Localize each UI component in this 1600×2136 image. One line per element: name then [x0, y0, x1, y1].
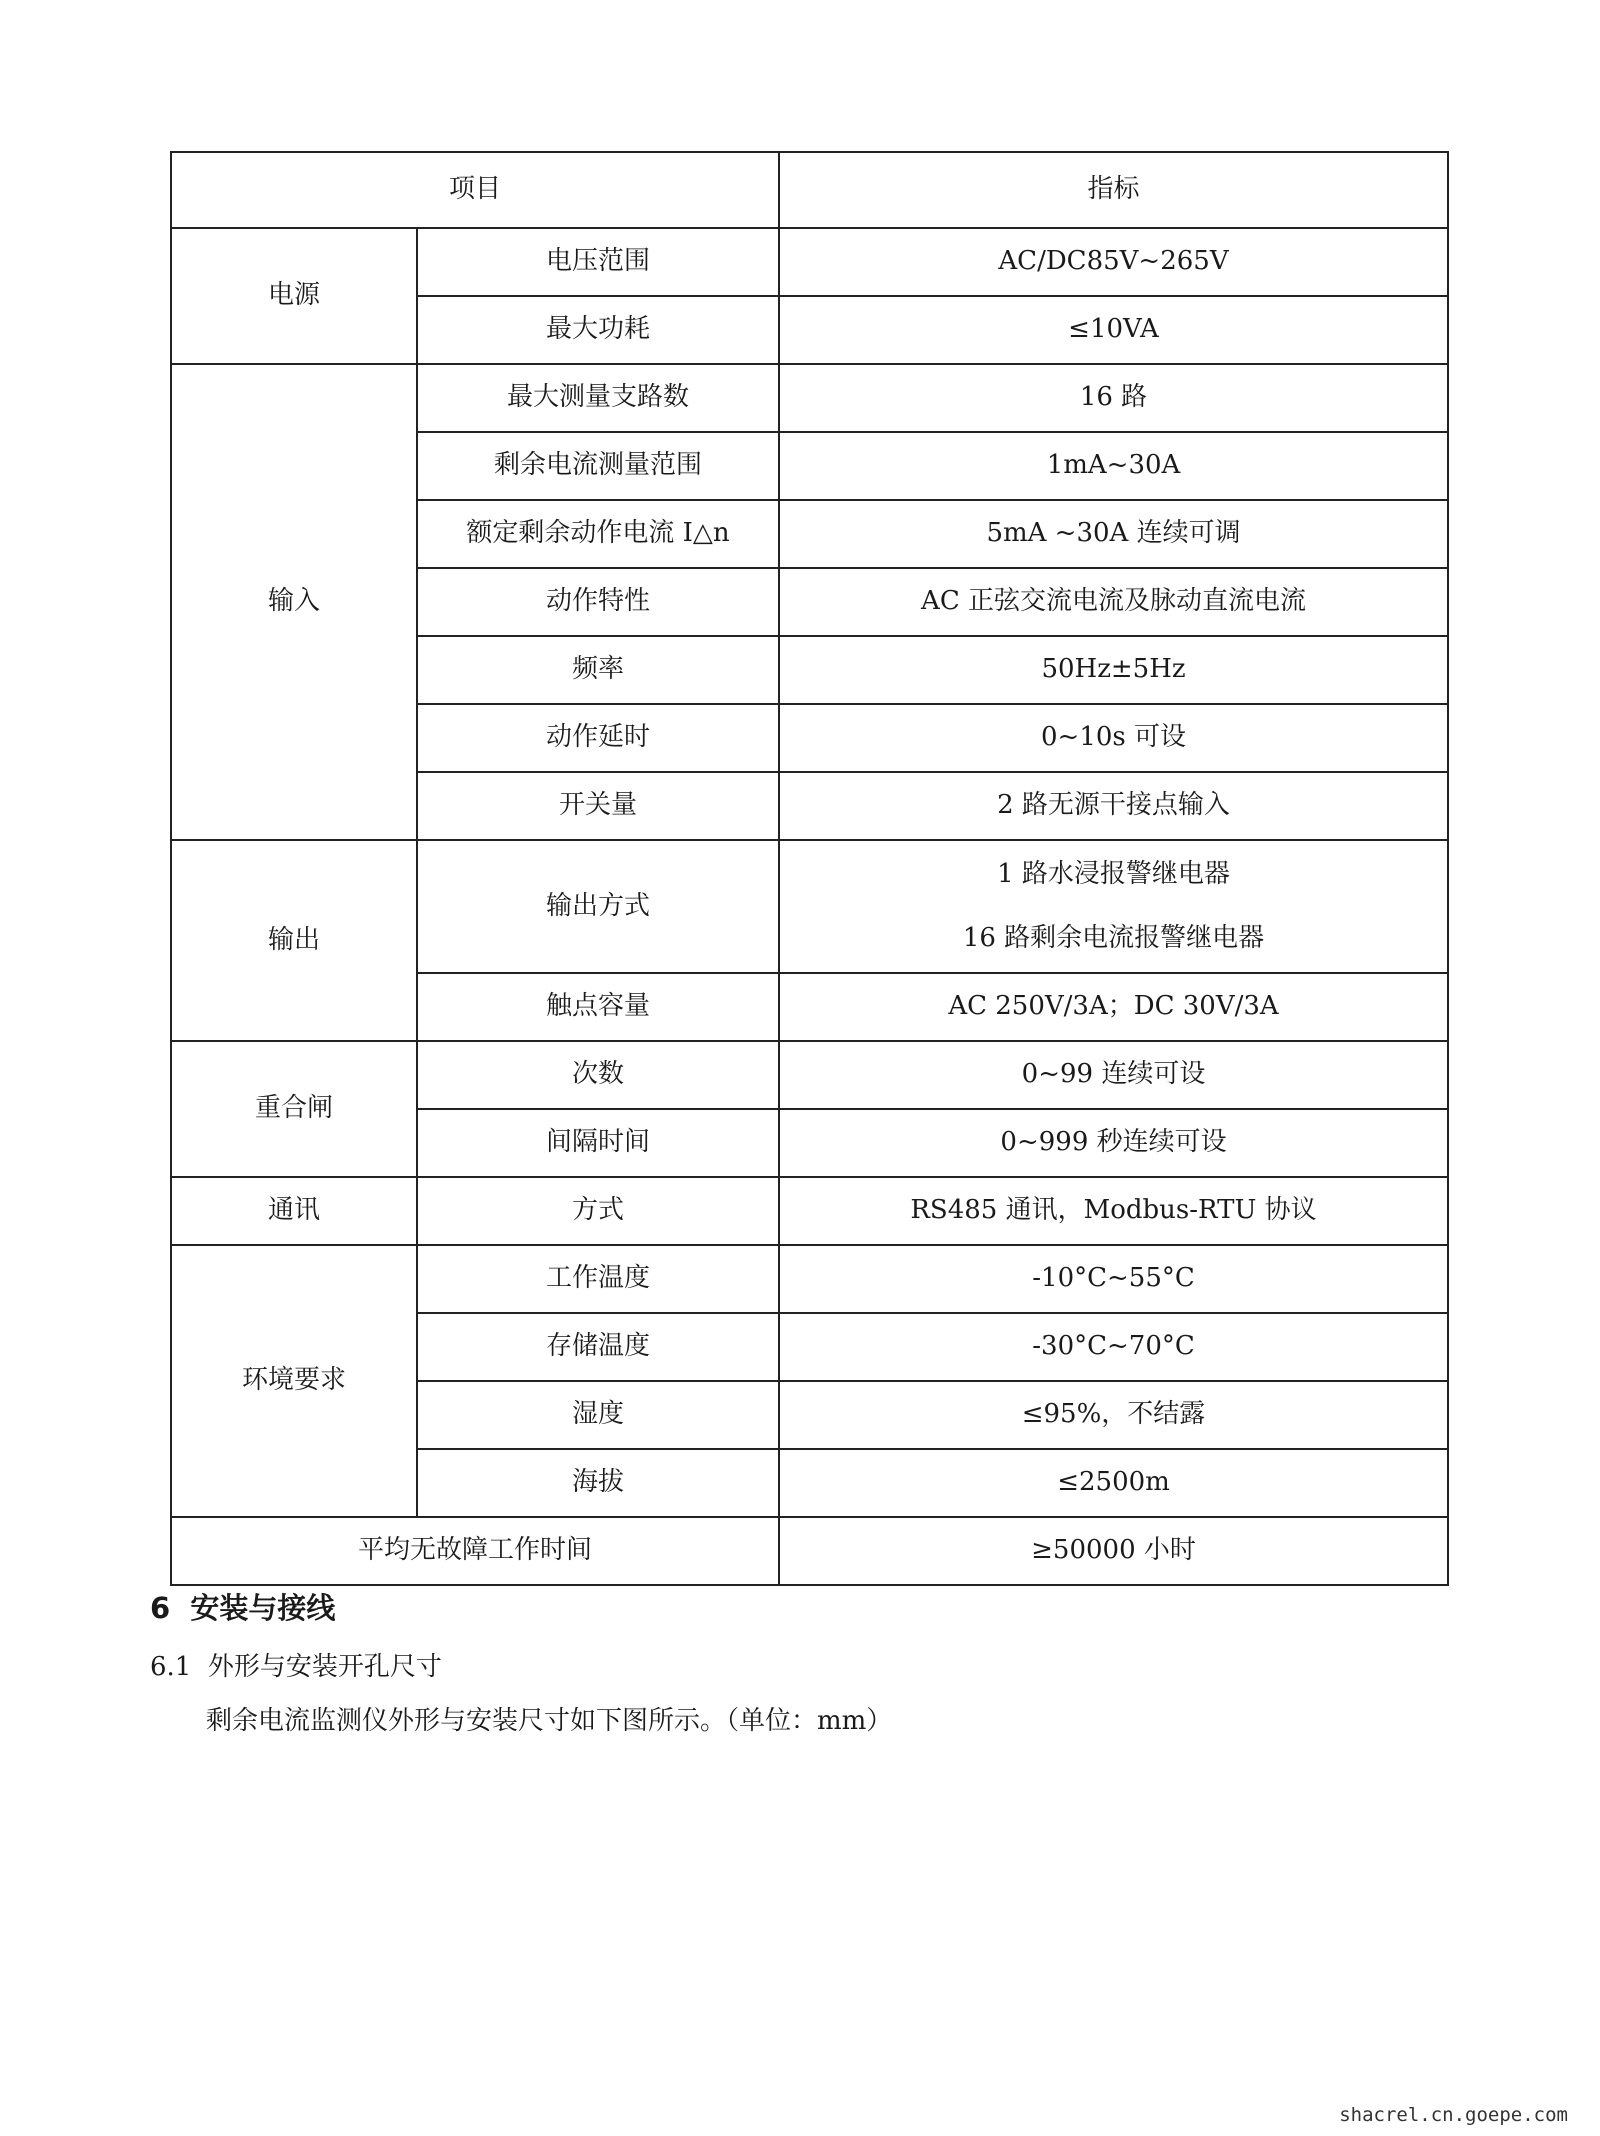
row-label: 额定剩余动作电流 I△n	[417, 500, 779, 568]
row-value: ≤2500m	[779, 1449, 1448, 1517]
row-label: 剩余电流测量范围	[417, 432, 779, 500]
row-value: ≤10VA	[779, 296, 1448, 364]
row-label: 湿度	[417, 1381, 779, 1449]
row-label: 海拔	[417, 1449, 779, 1517]
category-output: 输出	[171, 840, 417, 1041]
row-label: 最大测量支路数	[417, 364, 779, 432]
row-label: 工作温度	[417, 1245, 779, 1313]
row-value: AC 正弦交流电流及脉动直流电流	[779, 568, 1448, 636]
row-value: 5mA ~30A 连续可调	[779, 500, 1448, 568]
table-header-row	[171, 152, 1448, 228]
section-title: 6 安装与接线	[150, 1591, 336, 1625]
row-value: -10°C~55°C	[779, 1245, 1448, 1313]
output-mode-line: 16 路剩余电流报警继电器	[962, 922, 1265, 953]
row-label: 开关量	[417, 772, 779, 840]
table-row	[171, 1177, 1448, 1245]
row-label: 间隔时间	[417, 1109, 779, 1177]
category-env: 环境要求	[171, 1245, 417, 1517]
row-value: AC 250V/3A；DC 30V/3A	[779, 973, 1448, 1041]
category-reclose: 重合闸	[171, 1041, 417, 1177]
body-paragraph: 剩余电流监测仪外形与安装尺寸如下图所示。（单位：mm）	[206, 1706, 893, 1736]
row-label: 频率	[417, 636, 779, 704]
row-value: RS485 通讯，Modbus-RTU 协议	[779, 1177, 1448, 1245]
category-input: 输入	[171, 364, 417, 840]
table-row	[171, 1245, 1448, 1313]
row-label: 动作延时	[417, 704, 779, 772]
header-item: 项目	[171, 152, 779, 228]
category-comm: 通讯	[171, 1177, 417, 1245]
row-value: 1mA~30A	[779, 432, 1448, 500]
row-label: 电压范围	[417, 228, 779, 296]
category-power: 电源	[171, 228, 417, 364]
row-value: 0~999 秒连续可设	[779, 1109, 1448, 1177]
row-value: AC/DC85V~265V	[779, 228, 1448, 296]
row-label: 最大功耗	[417, 296, 779, 364]
watermark: shacrel.cn.goepe.com	[1339, 2104, 1568, 2126]
row-label: 触点容量	[417, 973, 779, 1041]
row-value: -30°C~70°C	[779, 1313, 1448, 1381]
spec-table	[170, 151, 1449, 1586]
mtbf-value: ≥50000 小时	[779, 1517, 1448, 1585]
row-label: 动作特性	[417, 568, 779, 636]
table-row	[171, 1041, 1448, 1109]
row-label: 输出方式	[417, 840, 779, 973]
header-spec: 指标	[779, 152, 1448, 228]
row-label: 方式	[417, 1177, 779, 1245]
table-row	[171, 228, 1448, 296]
table-row	[171, 1517, 1448, 1585]
row-value: 50Hz±5Hz	[779, 636, 1448, 704]
row-label: 次数	[417, 1041, 779, 1109]
row-value: 2 路无源干接点输入	[779, 772, 1448, 840]
row-value: ≤95%，不结露	[779, 1381, 1448, 1449]
output-mode-line: 1 路水浸报警继电器	[997, 859, 1230, 890]
row-value: 0~99 连续可设	[779, 1041, 1448, 1109]
mtbf-label: 平均无故障工作时间	[171, 1517, 779, 1585]
row-label: 存储温度	[417, 1313, 779, 1381]
subsection-title: 6.1 外形与安装开孔尺寸	[150, 1652, 442, 1682]
row-value	[779, 840, 1448, 973]
row-value: 0~10s 可设	[779, 704, 1448, 772]
table-row	[171, 840, 1448, 973]
table-row	[171, 364, 1448, 432]
row-value: 16 路	[779, 364, 1448, 432]
